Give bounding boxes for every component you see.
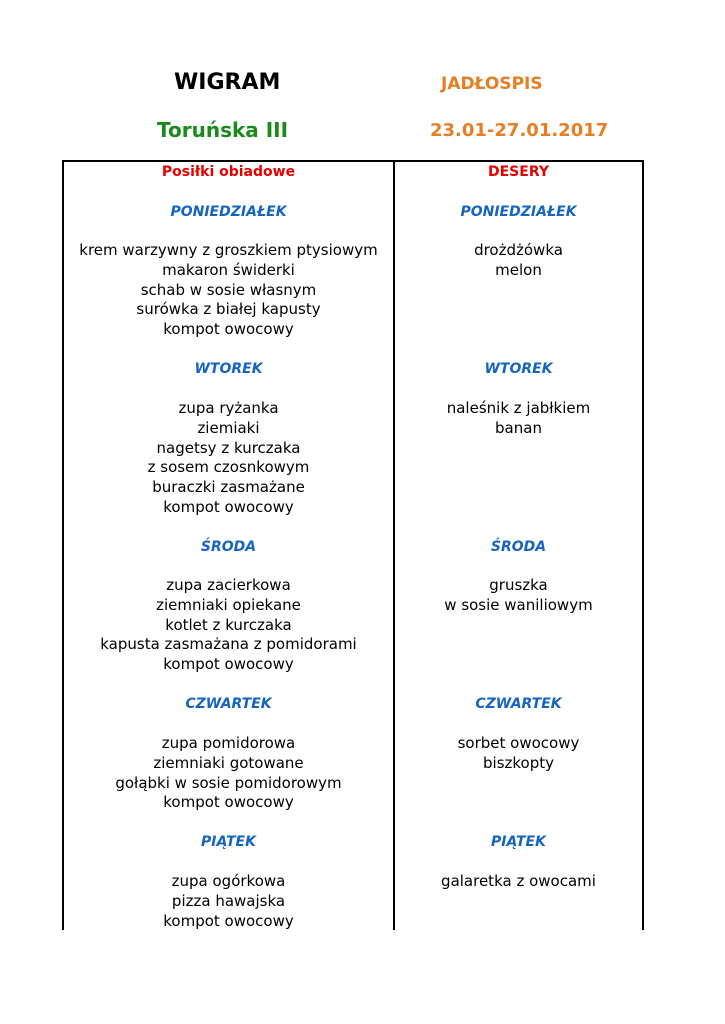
menu-item: pizza hawajska — [171, 891, 286, 910]
dessert-item: drożdżówka — [474, 241, 563, 259]
dessert-items — [395, 734, 642, 774]
lunch-items — [64, 734, 393, 813]
menu-item: surówka z białej kapusty — [136, 300, 321, 319]
date-range: 23.01-27.01.2017 — [430, 120, 609, 141]
menu-item: zupa zacierkowa — [166, 576, 291, 594]
day-heading-lunch: ŚRODA — [200, 539, 257, 555]
menu-item: ziemiaki — [197, 418, 260, 437]
dessert-item: naleśnik z jabłkiem — [446, 399, 591, 417]
menu-item: krem warzywny z groszkiem ptysiowym — [79, 241, 378, 259]
menu-item: ziemniaki gotowane — [153, 753, 304, 772]
menu-item: ziemniaki opiekane — [156, 595, 301, 614]
school-name: WIGRAM — [174, 70, 281, 95]
menu-item: zupa pomidorowa — [161, 734, 296, 752]
menu-item: gołąbki w sosie pomidorowym — [115, 773, 342, 792]
menu-item: kotlet z kurczaka — [165, 615, 292, 634]
lunch-items — [64, 399, 393, 518]
day-heading-dessert: WTOREK — [484, 361, 553, 377]
lunch-column — [64, 162, 393, 930]
document-title: JADŁOSPIS — [441, 74, 543, 94]
dessert-column — [395, 162, 642, 930]
menu-item: kompot owocowy — [163, 655, 294, 674]
dessert-item: gruszka — [489, 576, 548, 594]
menu-item: kompot owocowy — [163, 793, 294, 812]
dessert-item: galaretka z owocami — [441, 872, 596, 890]
day-heading-lunch: CZWARTEK — [185, 696, 272, 712]
menu-item: makaron świderki — [162, 260, 295, 279]
day-heading-lunch: PIĄTEK — [201, 834, 256, 850]
day-heading-dessert: ŚRODA — [490, 539, 547, 555]
dessert-items — [395, 576, 642, 616]
menu-item: kompot owocowy — [163, 320, 294, 339]
lunch-heading: Posiłki obiadowe — [161, 164, 296, 180]
dessert-item: w sosie waniliowym — [444, 595, 593, 614]
dessert-item: biszkopty — [483, 753, 554, 772]
dessert-heading: DESERY — [488, 164, 549, 180]
menu-item: kompot owocowy — [163, 911, 294, 930]
menu-item: zupa ogórkowa — [171, 872, 286, 890]
menu-item: buraczki zasmażane — [152, 478, 305, 497]
day-heading-lunch: WTOREK — [194, 361, 263, 377]
day-heading-dessert: PIĄTEK — [491, 834, 546, 850]
menu-table — [62, 160, 644, 930]
day-heading-lunch: PONIEDZIAŁEK — [170, 204, 287, 220]
dessert-items — [395, 399, 642, 439]
dessert-item: sorbet owocowy — [457, 734, 580, 752]
menu-item: kompot owocowy — [163, 497, 294, 516]
dessert-item: melon — [495, 260, 542, 279]
lunch-items — [64, 576, 393, 675]
dessert-items — [395, 241, 642, 281]
menu-item: z sosem czosnkowym — [147, 458, 310, 477]
dessert-items — [395, 872, 642, 892]
menu-item: nagetsy z kurczaka — [156, 438, 301, 457]
menu-item: zupa ryżanka — [178, 399, 279, 417]
location-name: Toruńska III — [157, 118, 289, 142]
day-heading-dessert: PONIEDZIAŁEK — [460, 204, 577, 220]
lunch-items — [64, 872, 393, 931]
menu-item: kapusta zasmażana z pomidorami — [100, 635, 357, 654]
lunch-items — [64, 241, 393, 340]
dessert-item: banan — [495, 418, 542, 437]
day-heading-dessert: CZWARTEK — [475, 696, 562, 712]
menu-item: schab w sosie własnym — [140, 280, 317, 299]
